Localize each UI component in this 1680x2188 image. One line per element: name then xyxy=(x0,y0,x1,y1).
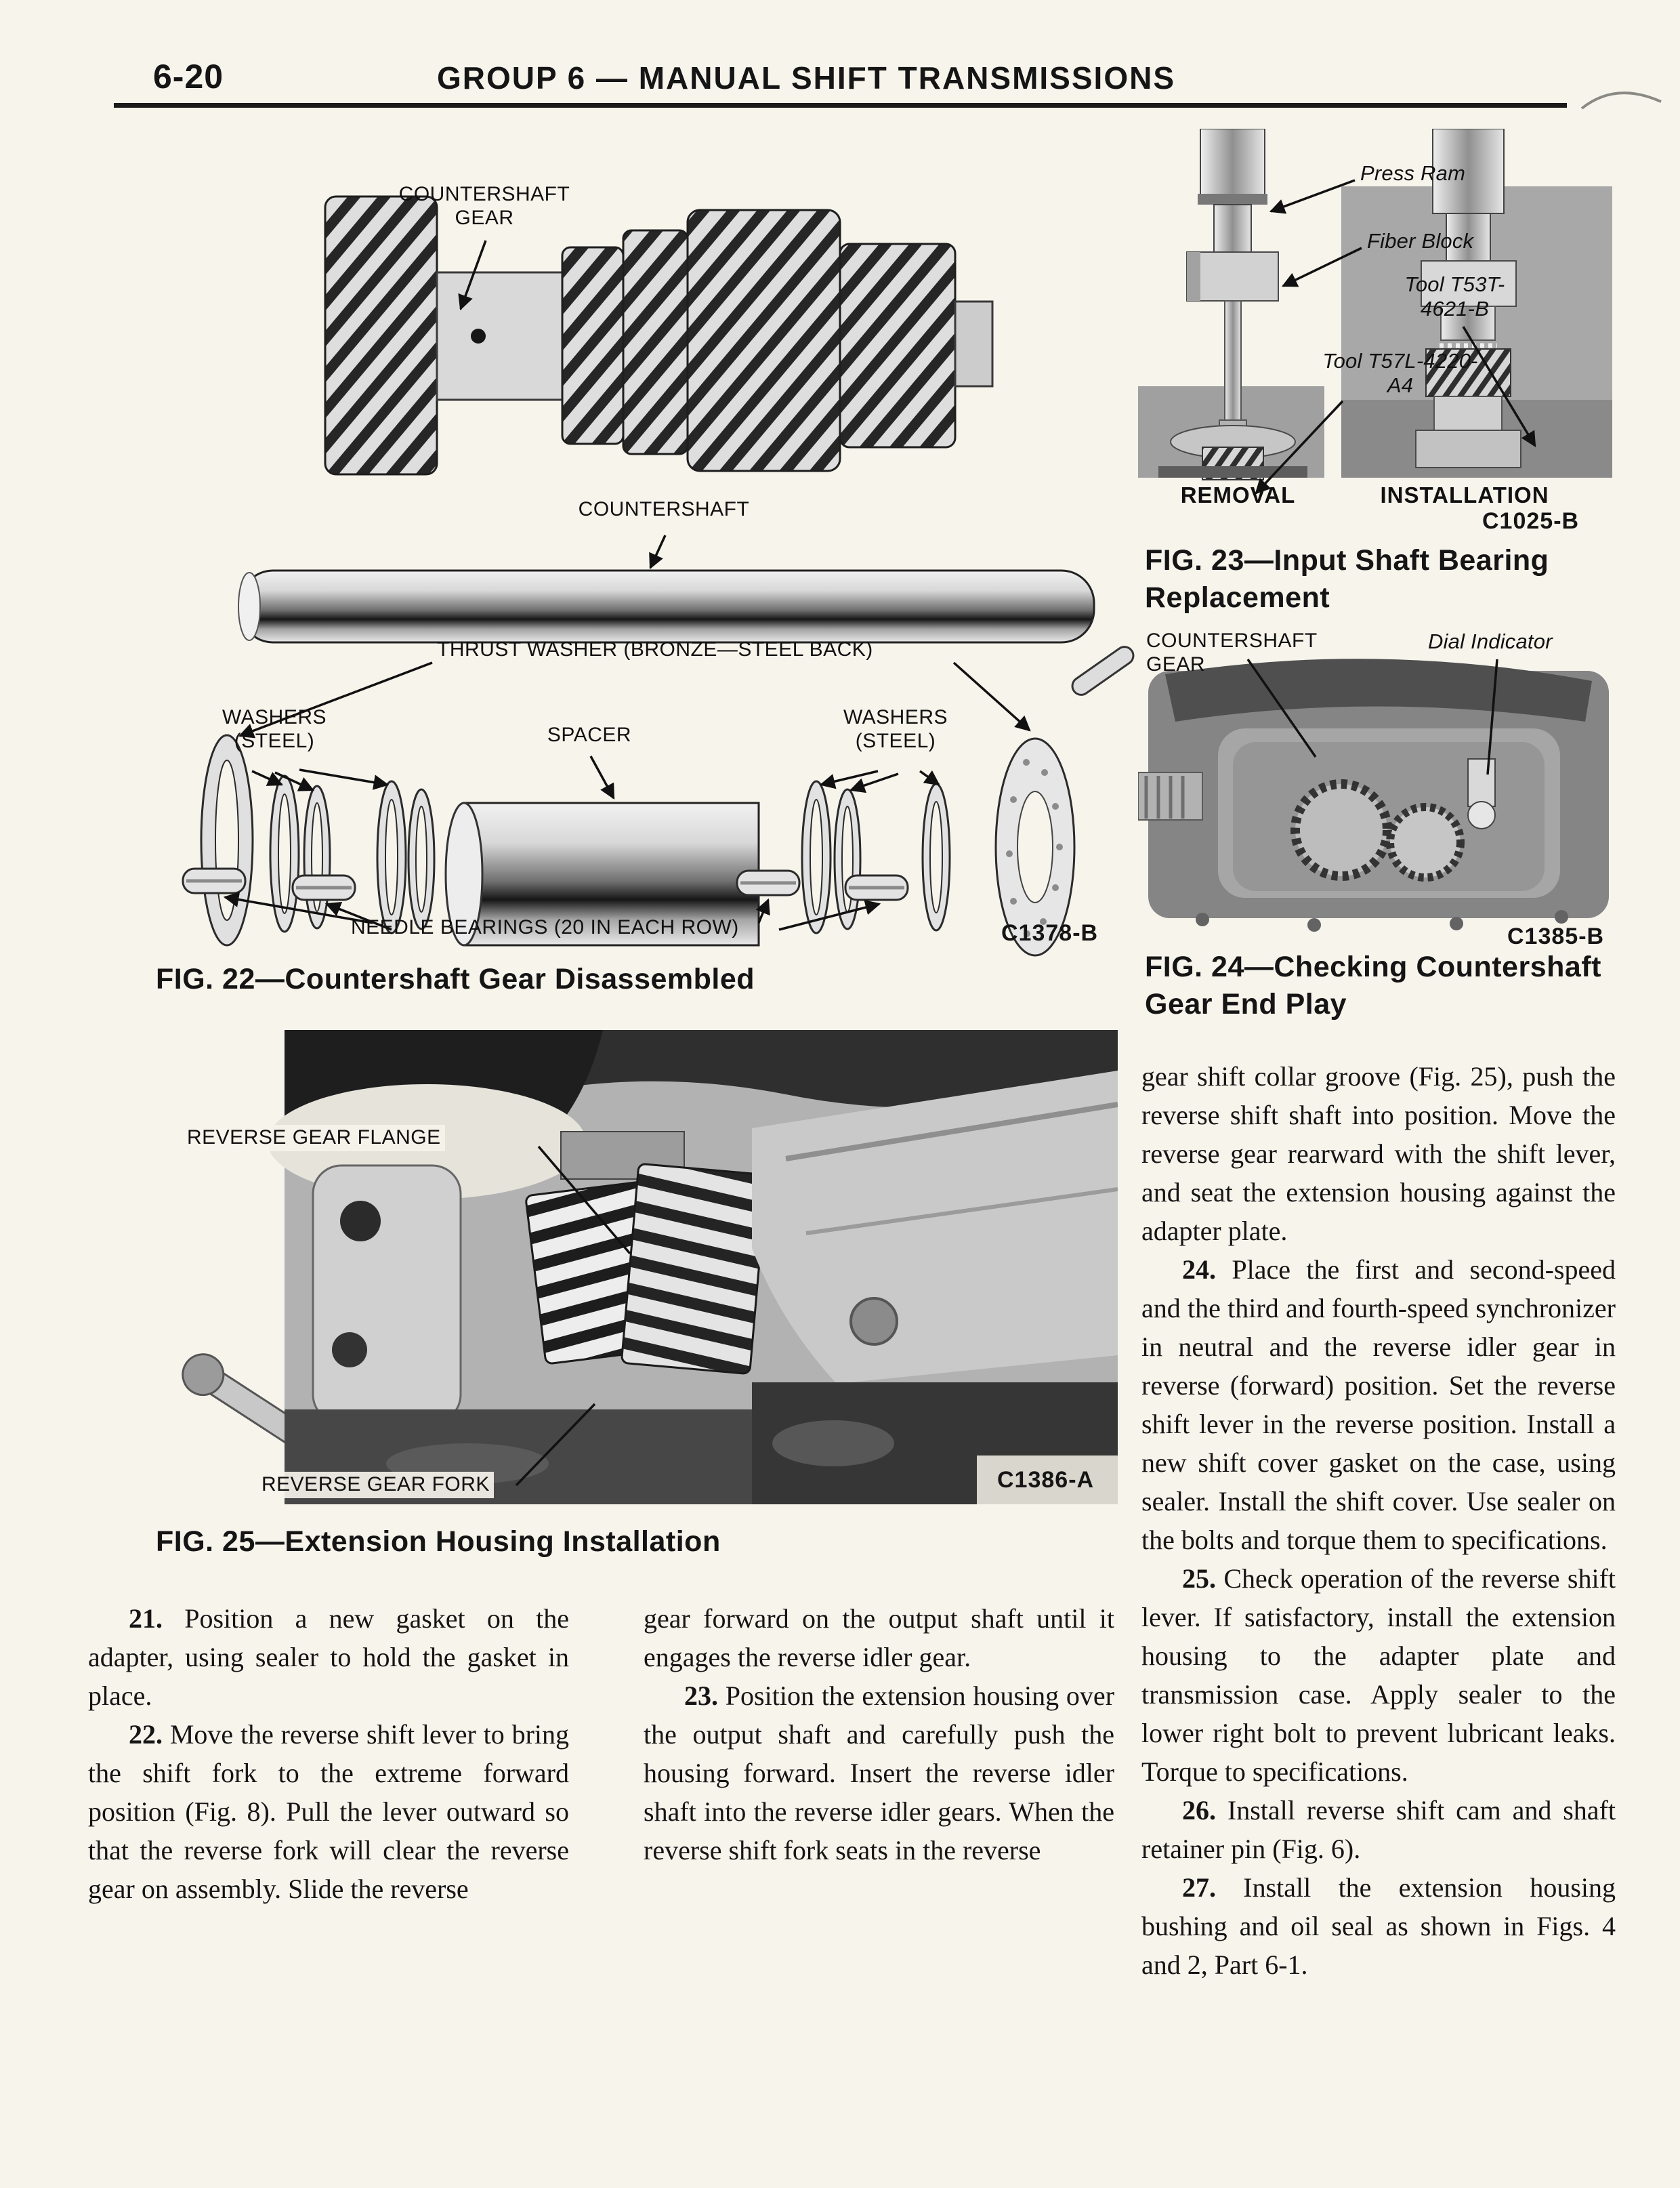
paragraph-26 xyxy=(1141,1791,1616,1868)
step-number: 23. xyxy=(684,1680,718,1711)
fig23-illustration xyxy=(1138,129,1619,542)
step-number: 21. xyxy=(129,1603,163,1634)
fig22-figure xyxy=(81,156,1138,1003)
fig24-figure xyxy=(1138,627,1619,969)
fig25-figure xyxy=(156,1030,1118,1514)
paragraph-23 xyxy=(644,1676,1114,1870)
fig24-caption: FIG. 24—Checking Countershaft Gear End Play xyxy=(1145,951,1601,1021)
fig23-figure xyxy=(1138,129,1619,542)
fig23-label-tool-b: Tool T57L-4220-A4 xyxy=(1322,349,1478,397)
paragraph-text: Place the first and second-speed and the third and fourth-speed synchronizer in neutral and the reverse idler gear in reverse (forward) position. Set the reverse shift lever in the reverse position. Install a new shift cover gasket on the case, using sealer. Install the shift cover. Use sealer on the bolts and torque them to specifications. xyxy=(1141,1254,1616,1555)
fig22-label-spacer: SPACER xyxy=(547,724,632,746)
fig22-code: C1378-B xyxy=(1001,920,1099,946)
body-column-1 xyxy=(88,1599,569,1908)
paragraph-text: Move the reverse shift lever to bring the shift fork to the extreme forward position (Fig. 8). Pull the lever outward so that the reverse fork will clear the reverse gear on assembly. Slide the reverse xyxy=(88,1719,570,1904)
paragraph-text: gear forward on the output shaft until it engages the reverse idler gear. xyxy=(644,1603,1114,1672)
fig23-label-fiber-block: Fiber Block xyxy=(1367,229,1474,253)
paragraph-text: Install the extension housing bushing and oil seal as shown in Figs. 4 and 2, Part 6-1. xyxy=(1141,1872,1616,1980)
fig25-label-reverse-gear-fork: REVERSE GEAR FORK xyxy=(257,1472,494,1498)
fig22-label-washers-left: WASHERS (STEEL) xyxy=(222,706,327,752)
step-number: 27. xyxy=(1182,1872,1216,1903)
step-number: 24. xyxy=(1182,1254,1216,1285)
paragraph-25 xyxy=(1141,1559,1616,1791)
paragraph-27 xyxy=(1141,1868,1616,1984)
paragraph-text: Check operation of the reverse shift lever. If satisfactory, install the extension housing to the adapter plate and transmission case. Apply sealer to the lower right bolt to prevent lubricant leaks. Torque to specifications. xyxy=(1141,1563,1616,1787)
fig23-removal-photo xyxy=(1138,129,1324,480)
fig22-illustration xyxy=(81,156,1138,1003)
fig23-code: C1025-B xyxy=(1482,508,1580,534)
fig23-label-installation: INSTALLATION xyxy=(1380,482,1549,508)
fig25-caption: FIG. 25—Extension Housing Installation xyxy=(156,1525,721,1558)
fig22-label-needle-bearings: NEEDLE BEARINGS (20 IN EACH ROW) xyxy=(351,916,739,938)
paragraph-text: Install reverse shift cam and shaft retainer pin (Fig. 6). xyxy=(1141,1795,1616,1864)
paragraph-22 xyxy=(88,1715,569,1908)
body-column-2 xyxy=(644,1599,1114,1870)
fig24-label-dial-indicator: Dial Indicator xyxy=(1428,629,1553,653)
paragraph-22-continued xyxy=(644,1599,1114,1676)
paragraph-text: Position a new gasket on the adapter, using sealer to hold the gasket in place. xyxy=(88,1603,569,1711)
paragraph-text: gear shift collar groove (Fig. 25), push the reverse shift shaft into position. Move the reverse gear rearward with the shift lever, and seat the extension housing against the adapter plate. xyxy=(1141,1061,1616,1246)
fig24-label-countershaft-gear: COUNTERSHAFT GEAR xyxy=(1146,629,1318,676)
fig24-photo xyxy=(1138,659,1609,932)
step-number: 22. xyxy=(129,1719,163,1750)
fig24-code: C1385-B xyxy=(1507,924,1605,949)
fig23-label-tool-a: Tool T53T-4621-B xyxy=(1404,272,1505,321)
countershaft-rod xyxy=(238,571,1137,698)
fig22-label-washers-right: WASHERS (STEEL) xyxy=(843,706,948,752)
fig25-illustration xyxy=(156,1030,1118,1514)
step-number: 26. xyxy=(1182,1795,1216,1825)
fig25-label-reverse-gear-flange: REVERSE GEAR FLANGE xyxy=(183,1125,445,1151)
fig22-label-thrust-washer: THRUST WASHER (BRONZE—STEEL BACK) xyxy=(437,638,873,661)
step-number: 25. xyxy=(1182,1563,1216,1594)
paragraph-24 xyxy=(1141,1250,1616,1559)
page-number: 6-20 xyxy=(153,58,224,96)
countershaft-gear-cluster xyxy=(325,197,992,474)
fig25-code: C1386-A xyxy=(997,1467,1095,1493)
paragraph-23-continued xyxy=(1141,1057,1616,1250)
paragraph-text: Position the extension housing over the output shaft and carefully push the housing forward. Insert the reverse idler shaft into the reverse idler gears. When the reverse shift fork seats in the reverse xyxy=(644,1680,1115,1865)
fig22-caption: FIG. 22—Countershaft Gear Disassembled xyxy=(156,963,755,995)
fig23-caption: FIG. 23—Input Shaft Bearing Replacement xyxy=(1145,544,1549,615)
fig23-label-press-ram: Press Ram xyxy=(1360,161,1466,185)
fig22-label-countershaft: COUNTERSHAFT xyxy=(578,498,750,520)
fig24-illustration xyxy=(1138,627,1619,969)
fig23-label-removal: REMOVAL xyxy=(1180,482,1296,508)
header-rule xyxy=(114,103,1567,108)
body-column-3 xyxy=(1141,1057,1616,1984)
paragraph-21 xyxy=(88,1599,569,1715)
fig25-photo xyxy=(175,1030,1118,1504)
page-curl-mark xyxy=(1578,76,1666,117)
fig22-label-countershaft-gear: COUNTERSHAFT GEAR xyxy=(398,183,570,229)
page-title: GROUP 6 — MANUAL SHIFT TRANSMISSIONS xyxy=(436,60,1176,96)
